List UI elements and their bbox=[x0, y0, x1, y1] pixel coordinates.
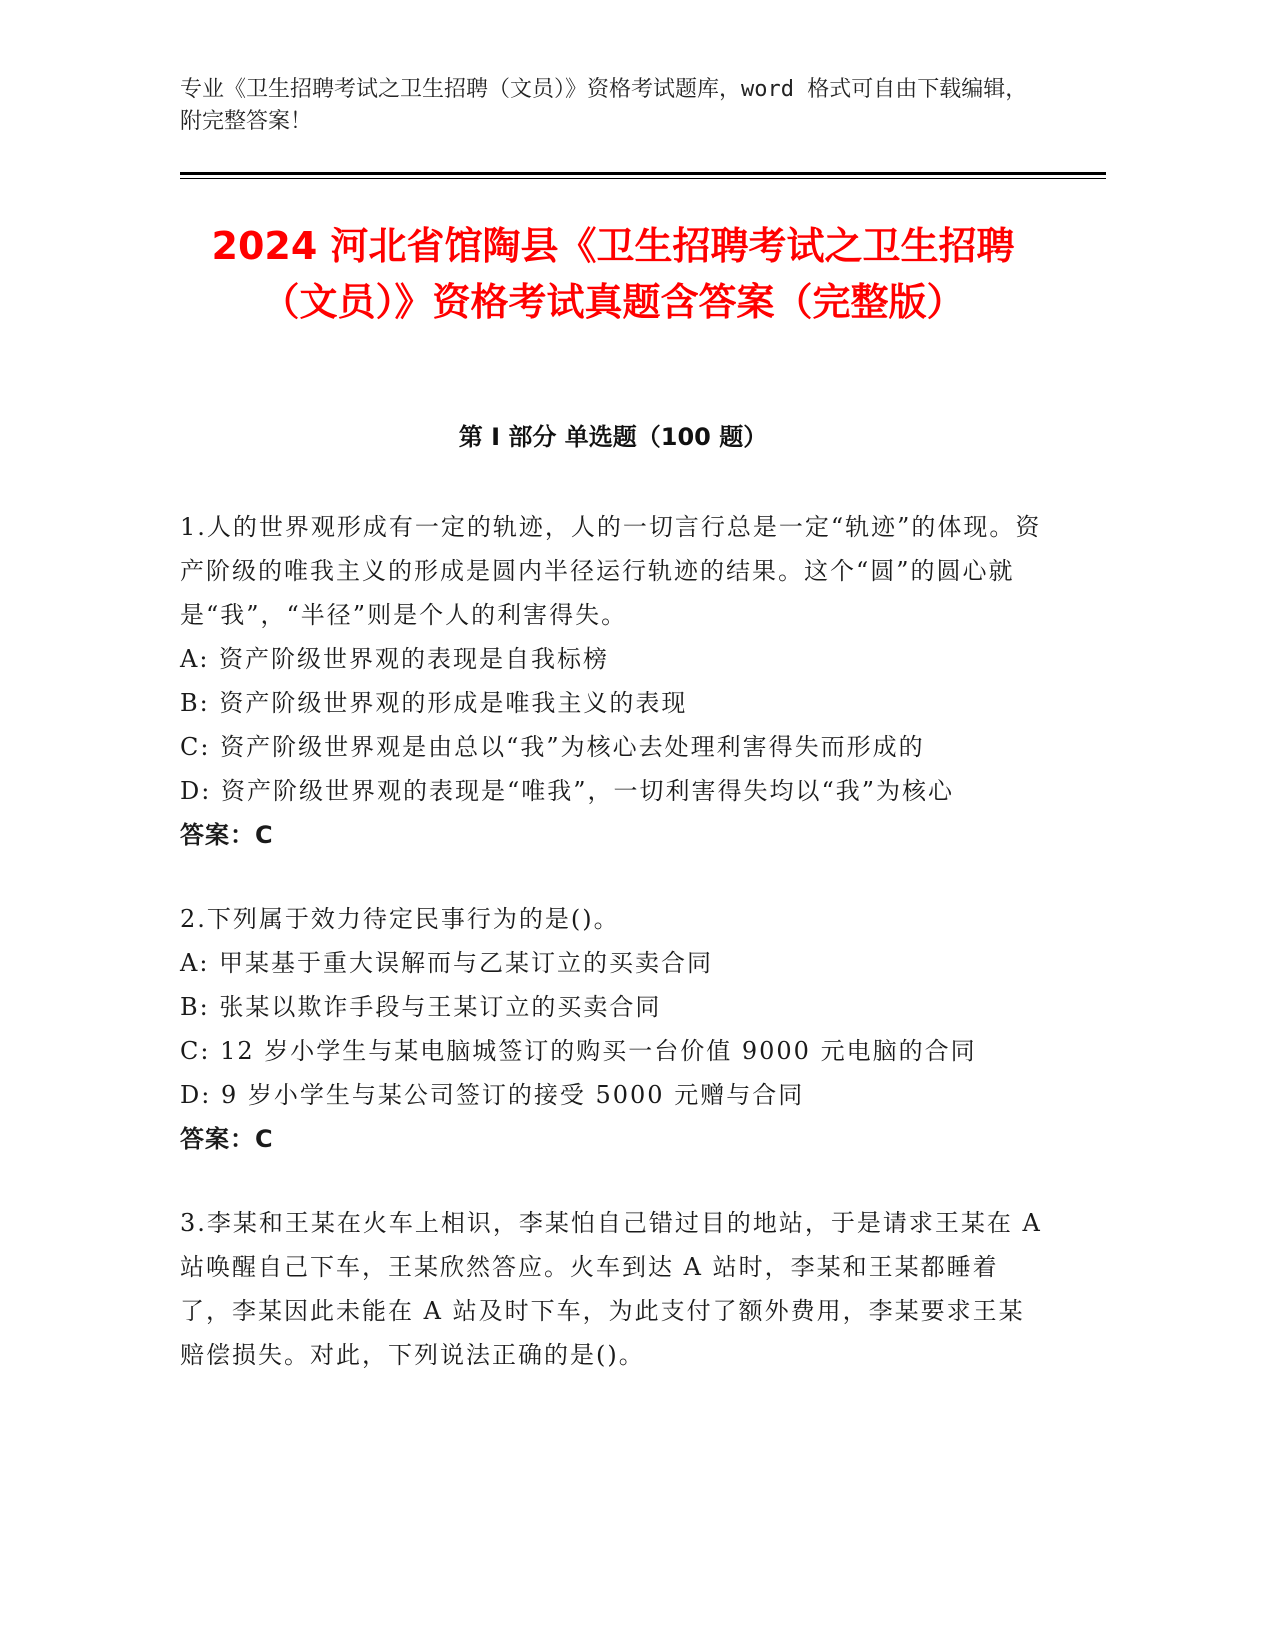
question-3 bbox=[180, 1201, 1046, 1377]
option-c: C: 资产阶级世界观是由总以“我”为核心去处理利害得失而形成的 bbox=[180, 733, 925, 761]
header-note: 专业《卫生招聘考试之卫生招聘（文员）》资格考试题库，word 格式可自由下载编辑，附完整答案！ bbox=[180, 77, 1028, 134]
option-a: A: 资产阶级世界观的表现是自我标榜 bbox=[180, 645, 610, 673]
option-b: B: 资产阶级世界观的形成是唯我主义的表现 bbox=[180, 689, 688, 717]
question-1 bbox=[180, 505, 1046, 857]
option-d: D: 资产阶级世界观的表现是“唯我”，一切利害得失均以“我”为核心 bbox=[180, 777, 955, 805]
option-d: D: 9 岁小学生与某公司签订的接受 5000 元赠与合同 bbox=[180, 1081, 805, 1109]
header-rule-thin bbox=[180, 178, 1106, 179]
document-title: 2024 河北省馆陶县《卫生招聘考试之卫生招聘（文员）》资格考试真题含答案（完整版） bbox=[211, 224, 1015, 324]
answer: 答案：C bbox=[180, 1125, 274, 1153]
question-stem: 2.下列属于效力待定民事行为的是()。 bbox=[180, 905, 620, 933]
question-stem: 3.李某和王某在火车上相识，李某怕自己错过目的地站，于是请求王某在 A 站唤醒自己下车，王某欣然答应。火车到达 A 站时，李某和王某都睡着了，李某因此未能在 A 站及时下车，为此支付了额外费用，李某要求王某赔偿损失。对此，下列说法正确的是()。 bbox=[180, 1209, 1042, 1369]
answer: 答案：C bbox=[180, 821, 274, 849]
question-stem: 1.人的世界观形成有一定的轨迹，人的一切言行总是一定“轨迹”的体现。资产阶级的唯我主义的形成是圆内半径运行轨迹的结果。这个“圆”的圆心就是“我”，“半径”则是个人的利害得失。 bbox=[180, 513, 1042, 629]
option-c: C: 12 岁小学生与某电脑城签订的购买一台价值 9000 元电脑的合同 bbox=[180, 1037, 977, 1065]
section-heading: 第 I 部分 单选题（100 题） bbox=[458, 423, 768, 451]
question-list bbox=[180, 505, 1046, 1417]
option-b: B: 张某以欺诈手段与王某订立的买卖合同 bbox=[180, 993, 662, 1021]
option-a: A: 甲某基于重大误解而与乙某订立的买卖合同 bbox=[180, 949, 714, 977]
question-2 bbox=[180, 897, 1046, 1161]
header-rule-thick bbox=[180, 172, 1106, 175]
